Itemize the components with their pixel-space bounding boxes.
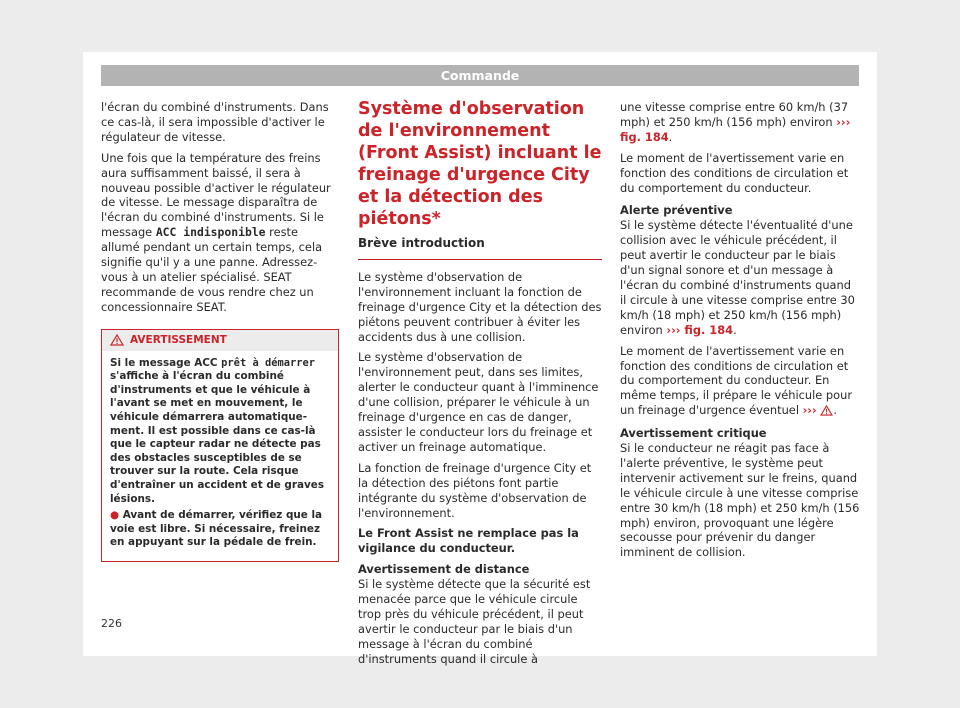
display-message-code: ACC indisponible: [155, 225, 266, 240]
warning-body: [102, 351, 338, 561]
paragraph: Si le conducteur ne réagit pas face à l'alerte préventive, le système peut intervenir activement sur le freins, quand le véhicule circule à une vitesse comprise entre 30 km/h (18 mph) et 250 km/h (156 mph) environ, provoquant une légère secousse pour prévenir du danger imminent de collision.: [620, 441, 860, 560]
section-header: Commande: [101, 65, 859, 86]
text-run: reste allumé pendant un certain temps, cela signifie qu'il y a une panne. Adressez-vous à un atelier spécialisé. SEAT recommande de vous rendre chez un concessionnaire SEAT.: [101, 225, 323, 314]
left-column: [101, 100, 339, 562]
text-run: une vitesse comprise entre 60 km/h (37 mph) et 250 km/h (156 mph) environ: [620, 100, 849, 129]
text-run: Si le système détecte l'éventualité d'une collision avec le véhicule précédent, il peut avertir le conducteur par le biais d'un signal sonore et d'un message à l'écran du combiné d'instruments quand il circule à une vitesse comprise entre 30 km/h (18 mph) et 250 km/h (156 mph) environ: [620, 218, 855, 337]
page-number: 226: [101, 617, 122, 630]
paragraph: [620, 100, 860, 145]
warning-triangle-icon: [110, 334, 124, 346]
heading-distance-warning: Avertissement de distance: [358, 562, 530, 577]
text-run: Une fois que la température des freins aura suffisamment baissé, il sera à nouveau possible d'activer le régulateur de vitesse. Le message disparaîtra de l'écran du combiné d'instruments. Si le message: [101, 150, 331, 240]
paragraph: l'écran du combiné d'instruments. Dans ce cas-là, il sera impossible d'activer le régulateur de vitesse.: [101, 100, 329, 144]
subsection-title: Brève introduction: [358, 236, 485, 250]
text-run: s'affiche à l'écran du combiné d'instruments et que le véhicule à l'avant se met en mouvement, le véhicule démarrera automatiquement. Il est possible dans ce cas-là que le capteur radar ne détecte pas des obstacles susceptibles de se trouver sur la route. Cela risque d'entraîner un accident et de graves lésions.: [110, 370, 324, 505]
text-run: Si le message ACC: [110, 356, 222, 369]
display-message-code: prêt à démarrer: [221, 356, 316, 369]
paragraph-bold: Le Front Assist ne remplace pas la vigilance du conducteur.: [358, 526, 579, 556]
text-run: Avant de démarrer, vérifiez que la voie est libre. Si nécessaire, freinez en appuyant sur la pédale de frein.: [110, 509, 323, 549]
bullet-icon: ●: [110, 509, 120, 522]
paragraph: [620, 344, 860, 419]
warning-link[interactable]: ›››: [802, 403, 817, 418]
heading-preventive-alert: Alerte préventive: [620, 203, 733, 218]
heading-critical-warning: Avertissement critique: [620, 426, 767, 441]
middle-column: [358, 98, 602, 673]
paragraph: Le moment de l'avertissement varie en fonction des conditions de circulation et du comportement du conducteur.: [620, 150, 849, 195]
paragraph: Le système d'observation de l'environnement peut, dans ses limites, alerter le conducteur quant à l'imminence d'une collision, préparer le véhicule à un freinage d'urgence en cas de danger, assister le conducteur lors du freinage et activer un freinage automatique.: [358, 350, 599, 454]
figure-link[interactable]: ››› fig. 184: [620, 114, 851, 144]
text-run: .: [833, 403, 837, 418]
figure-link[interactable]: ››› fig. 184: [666, 322, 734, 337]
warning-text: [110, 357, 330, 507]
paragraph: Si le système détecte que la sécurité est menacée parce que le véhicule circule trop près du véhicule précédent, il peut avertir le conducteur par le biais d'un message à l'écran du combiné d'instruments quand il circule à: [358, 577, 591, 666]
warning-bullet: [110, 509, 330, 550]
warning-box: [101, 329, 339, 562]
text-run: .: [733, 322, 737, 337]
warning-header: [102, 330, 338, 351]
paragraph: La fonction de freinage d'urgence City et la détection des piétons font partie intégrante du système d'observation de l'environnement.: [358, 460, 592, 520]
paragraph: Le système d'observation de l'environnement incluant la fonction de freinage d'urgence City et la détection des piétons peuvent contribuer à éviter les accidents dus à une collision.: [358, 269, 602, 344]
text-run: Le moment de l'avertissement varie en fonction des conditions de circulation et du comportement du conducteur. En même temps, il prépare le véhicule pour un freinage d'urgence éventuel: [620, 343, 853, 418]
paragraph: [620, 218, 860, 337]
warning-label: AVERTISSEMENT: [130, 333, 227, 346]
warning-triangle-icon[interactable]: [820, 405, 833, 416]
text-run: .: [668, 129, 673, 144]
subtitle-rule: [358, 236, 602, 260]
right-column: [620, 100, 860, 566]
paragraph: [101, 151, 339, 315]
section-title: Système d'observation de l'environnement (Front Assist) incluant le freinage d'urgence City et la détection des piétons*: [358, 99, 602, 229]
